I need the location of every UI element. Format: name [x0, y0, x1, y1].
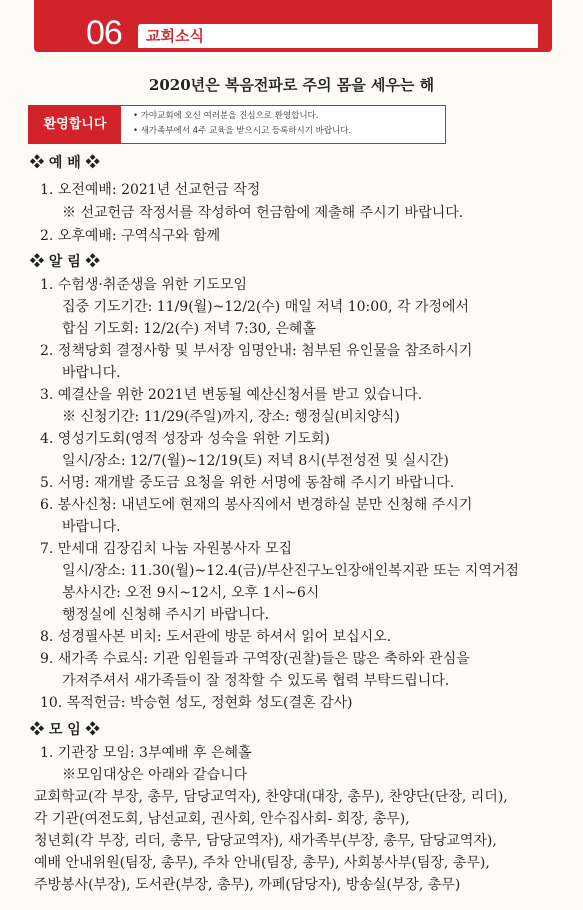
list-item: 6. 봉사신청: 내년도에 현재의 봉사직에서 변경하실 분만 신청해 주시기 — [40, 497, 473, 513]
list-item: 4. 영성기도회(영적 성장과 성숙을 위한 기도회) — [40, 431, 330, 447]
list-item: 교회학교(각 부장, 총무, 담당교역자), 찬양대(대장, 총무), 찬양단(단장, 리더), — [34, 789, 508, 805]
list-item: 청년회(각 부장, 리더, 총무, 담당교역자), 새가족부(부장, 총무, 담당교역자), — [34, 833, 497, 849]
list-item: 바랍니다. — [62, 519, 121, 535]
list-item: 주방봉사(부장), 도서관(부장, 총무), 까페(담당자), 방송실(부장, 총무) — [34, 877, 461, 893]
page-title: 2020년은 복음전파로 주의 몸을 세우는 해 — [148, 76, 435, 94]
list-item: 2. 정책당회 결정사항 및 부서장 임명안내: 첨부된 유인물을 참조하시기 — [40, 343, 473, 359]
list-item: 5. 서명: 재개발 중도금 요청을 위한 서명에 동참해 주시기 바랍니다. — [40, 475, 455, 491]
list-item: 9. 새가족 수료식: 기관 임원들과 구역장(권찰)들은 많은 축하와 관심을 — [40, 651, 470, 667]
list-item: ※ 선교헌금 작정서를 작성하여 헌금함에 제출해 주시기 바랍니다. — [62, 205, 464, 221]
list-item: 일시/장소: 12/7(월)~12/19(토) 저녁 8시(부전성전 및 실시간) — [62, 453, 449, 469]
section-heading-notice: ❖ 알 림 ❖ — [30, 254, 100, 270]
welcome-item: • 가야교회에 오신 여러분을 진심으로 환영합니다. — [133, 111, 319, 121]
welcome-box — [28, 105, 446, 144]
section-title: 교회소식 — [146, 27, 204, 45]
list-item: 각 기관(여전도회, 남선교회, 권사회, 안수집사회- 회장, 총무), — [34, 811, 410, 827]
list-item: 예배 안내위원(팀장, 총무), 주차 안내(팀장, 총무), 사회봉사부(팀장, 총무), — [34, 855, 490, 871]
list-item: 2. 오후예배: 구역식구와 함께 — [40, 228, 221, 244]
list-item: 가져주셔서 새가족들이 잘 정착할 수 있도록 협력 부탁드립니다. — [62, 673, 450, 689]
list-item: ※ 신청기간: 11/29(주일)까지, 장소: 행정실(비치양식) — [62, 409, 400, 425]
section-heading-meeting: ❖ 모 임 ❖ — [30, 722, 100, 738]
list-item: 10. 목적헌금: 박승현 성도, 정현화 성도(결혼 감사) — [40, 695, 353, 711]
list-item: 봉사시간: 오전 9시~12시, 오후 1시~6시 — [62, 585, 320, 601]
section-heading-worship: ❖ 예 배 ❖ — [30, 155, 100, 171]
list-item: 1. 오전예배: 2021년 선교헌금 작정 — [40, 182, 261, 198]
list-item: 3. 예결산을 위한 2021년 변동될 예산신청서를 받고 있습니다. — [40, 387, 423, 403]
list-item: 집중 기도기간: 11/9(월)~12/2(수) 매일 저녁 10:00, 각 가정에서 — [62, 299, 470, 315]
list-item: 합심 기도회: 12/2(수) 저녁 7:30, 은혜홀 — [62, 321, 316, 337]
header-bar — [34, 0, 552, 52]
list-item: 1. 기관장 모임: 3부예배 후 은혜홀 — [40, 745, 252, 761]
section-tab — [138, 24, 538, 48]
welcome-list — [133, 109, 351, 139]
section-number: 06 — [86, 14, 122, 52]
welcome-label: 환영합니다 — [29, 106, 121, 143]
list-item: 바랍니다. — [62, 365, 121, 381]
list-item: 일시/장소: 11.30(월)~12.4(금)/부산진구노인장애인복지관 또는 지역거점 — [62, 563, 519, 579]
list-item: 7. 만세대 김장김치 나눔 자원봉사자 모집 — [40, 541, 292, 557]
list-item: ※모임대상은 아래와 같습니다 — [62, 767, 248, 783]
welcome-item: • 새가족부에서 4주 교육을 받으시고 등록하시기 바랍니다. — [133, 126, 352, 136]
list-item: 8. 성경필사본 비치: 도서관에 방문 하셔서 읽어 보십시오. — [40, 629, 392, 645]
list-item: 행정실에 신청해 주시기 바랍니다. — [62, 607, 270, 623]
list-item: 1. 수험생·취준생을 위한 기도모임 — [40, 277, 247, 293]
